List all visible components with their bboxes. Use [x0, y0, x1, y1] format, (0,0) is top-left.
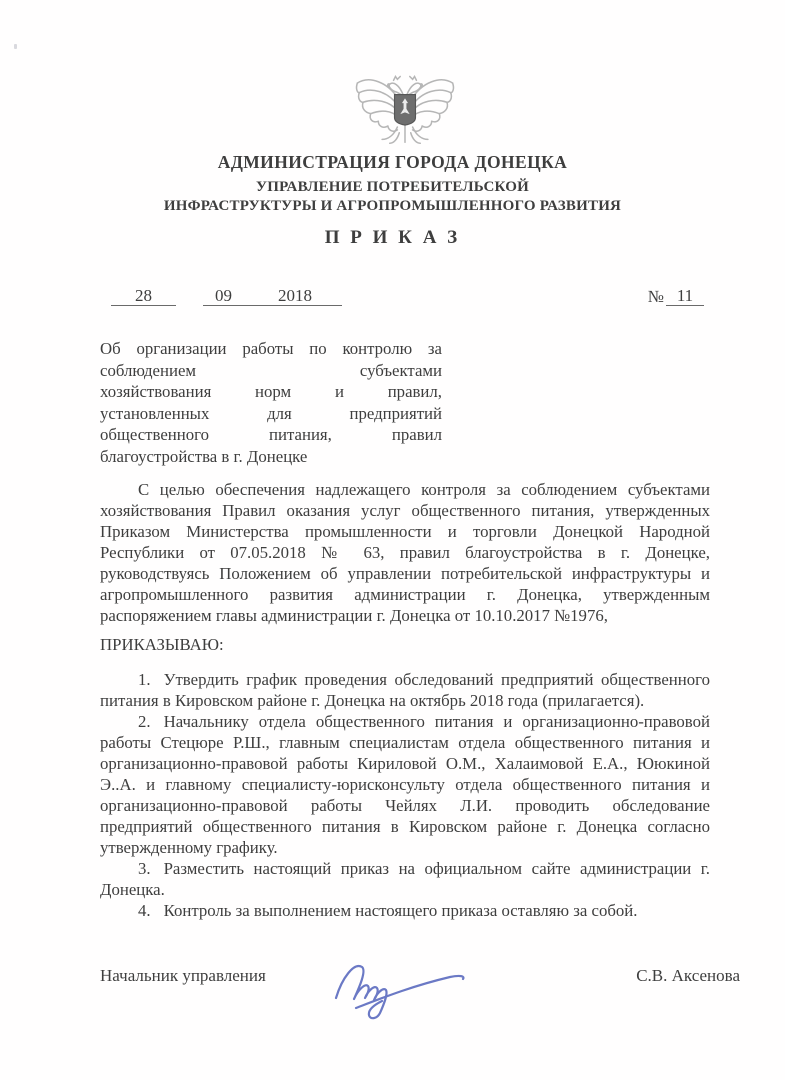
order-item: [100, 900, 710, 921]
org-name-line-2: УПРАВЛЕНИЕ ПОТРЕБИТЕЛЬСКОЙ: [256, 179, 529, 195]
order-item-number: 3.: [138, 859, 151, 878]
date-day-blank: 28: [111, 286, 176, 306]
order-list: [100, 669, 710, 921]
order-item-text: Утвердить график проведения обследований предприятий общественного питания в Кировском районе г. Донецка на октябрь 2018 года (прилагается).: [100, 670, 710, 710]
document-type-title: П Р И К А З: [324, 227, 461, 248]
order-item: [100, 711, 710, 858]
order-item-number: 2.: [138, 712, 151, 731]
resolution-word: ПРИКАЗЫВАЮ:: [100, 635, 224, 654]
order-item: [100, 669, 710, 711]
signer-name: С.В. Аксенова: [636, 966, 740, 985]
order-item-number: 1.: [138, 670, 151, 689]
order-item-text: Начальнику отдела общественного питания и организационно-правовой работы Стецюре Р.Ш., главным специалистам отдела общественного питания и организационно-правовой работы Кириловой О.М., Халаимовой Е.А., Ююкиной Э..А. и главному специалисту-юрисконсульту отдела общественного питания и организационно-правовой работы Чейлях Л.И. проводить обследование предприятий общественного питания в Кировском районе г. Донецка согласно утвержденному графику.: [100, 712, 710, 857]
subject-line: соблюдением субъектами: [100, 360, 442, 380]
doc-number-blank: 11: [666, 286, 704, 306]
signer-position: Начальник управления: [100, 966, 266, 985]
subject-line: благоустройства в г. Донецке: [100, 446, 308, 466]
subject-line: установленных для предприятий: [100, 403, 442, 423]
date-month-year-blank: [203, 286, 342, 306]
doc-number-sign: №: [647, 287, 664, 306]
org-name-line-3: ИНФРАСТРУКТУРЫ И АГРОПРОМЫШЛЕННОГО РАЗВИТИЯ: [163, 197, 622, 214]
emblem-section: [0, 0, 785, 148]
date-year: 2018: [278, 286, 312, 305]
scan-speck: [14, 44, 17, 49]
order-item-number: 4.: [138, 901, 151, 920]
preamble-paragraph: С целью обеспечения надлежащего контроля за соблюдением субъектами хозяйствования Правил оказания услуг общественного питания, утвержденных Приказом Министерства промышленности и торговли Донецкой Народной Республики от 07.05.2018 № 63, правил благоустройства в г. Донецке, руководствуясь Положением об управлении потребительской инфраструктуры и агропромышленного развития администрации г. Донецка, утвержденным распоряжением главы администрации г. Донецка от 10.10.2017 №1976,: [100, 480, 710, 625]
subject-line: Об организации работы по контролю за: [100, 339, 442, 358]
requisites-row: [100, 286, 710, 306]
double-headed-eagle-emblem: [347, 66, 463, 148]
order-item-text: Контроль за выполнением настоящего приказа оставляю за собой.: [163, 901, 638, 920]
subject-line: общественного питания, правил: [100, 425, 442, 444]
org-name-line-1: АДМИНИСТРАЦИЯ ГОРОДА ДОНЕЦКА: [217, 152, 568, 172]
handwritten-signature: [322, 942, 487, 1022]
subject-line: хозяйствования норм и правил,: [100, 382, 442, 401]
date-month: 09: [215, 286, 232, 305]
subject-block: [100, 338, 442, 467]
order-item-text: Разместить настоящий приказ на официальном сайте администрации г. Донецка.: [100, 859, 710, 899]
order-item: [100, 858, 710, 900]
